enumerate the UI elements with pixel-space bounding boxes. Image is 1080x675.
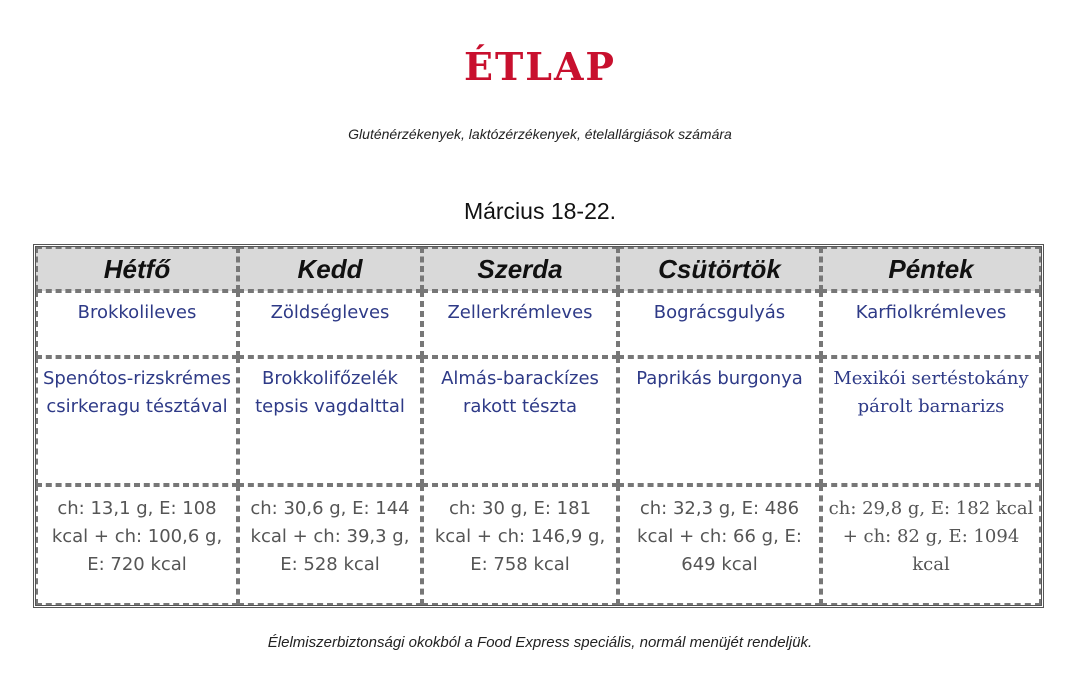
main-tuesday: Brokkolifőzelék tepsis vagdalttal [238,357,422,485]
nutrition-thursday: ch: 32,3 g, E: 486 kcal + ch: 66 g, E: 649 kcal [618,485,821,605]
soup-thursday: Bográcsgulyás [618,291,821,357]
main-wednesday: Almás-barackízes rakott tészta [422,357,618,485]
nutrition-monday: ch: 13,1 g, E: 108 kcal + ch: 100,6 g, E: 720 kcal [36,485,238,605]
day-header-friday: Péntek [821,247,1041,291]
footer-note: Élelmiszerbiztonsági okokból a Food Express speciális, normál menüjét rendeljük. [267,634,813,651]
soup-row [36,291,1041,357]
page-subtitle: Gluténérzékenyek, laktózérzékenyek, ételallárgiások számára [348,126,732,142]
main-friday: Mexikói sertéstokány párolt barnarizs [821,357,1041,485]
day-header-thursday: Csütörtök [618,247,821,291]
day-header-monday: Hétfő [36,247,238,291]
date-range: Március 18-22. [463,198,617,224]
soup-friday: Karfiolkrémleves [821,291,1041,357]
day-header-tuesday: Kedd [238,247,422,291]
page-title: ÉTLAP [463,44,617,89]
main-thursday: Paprikás burgonya [618,357,821,485]
day-header-row [36,247,1041,291]
soup-wednesday: Zellerkrémleves [422,291,618,357]
soup-monday: Brokkolileves [36,291,238,357]
day-header-wednesday: Szerda [422,247,618,291]
main-monday: Spenótos-rizskrémes csirkeragu tésztával [36,357,238,485]
nutrition-tuesday: ch: 30,6 g, E: 144 kcal + ch: 39,3 g, E: 528 kcal [238,485,422,605]
nutrition-friday: ch: 29,8 g, E: 182 kcal + ch: 82 g, E: 1094 kcal [821,485,1041,605]
menu-table [33,244,1044,608]
nutrition-wednesday: ch: 30 g, E: 181 kcal + ch: 146,9 g, E: 758 kcal [422,485,618,605]
nutrition-row [36,485,1041,605]
main-course-row [36,357,1041,485]
soup-tuesday: Zöldségleves [238,291,422,357]
